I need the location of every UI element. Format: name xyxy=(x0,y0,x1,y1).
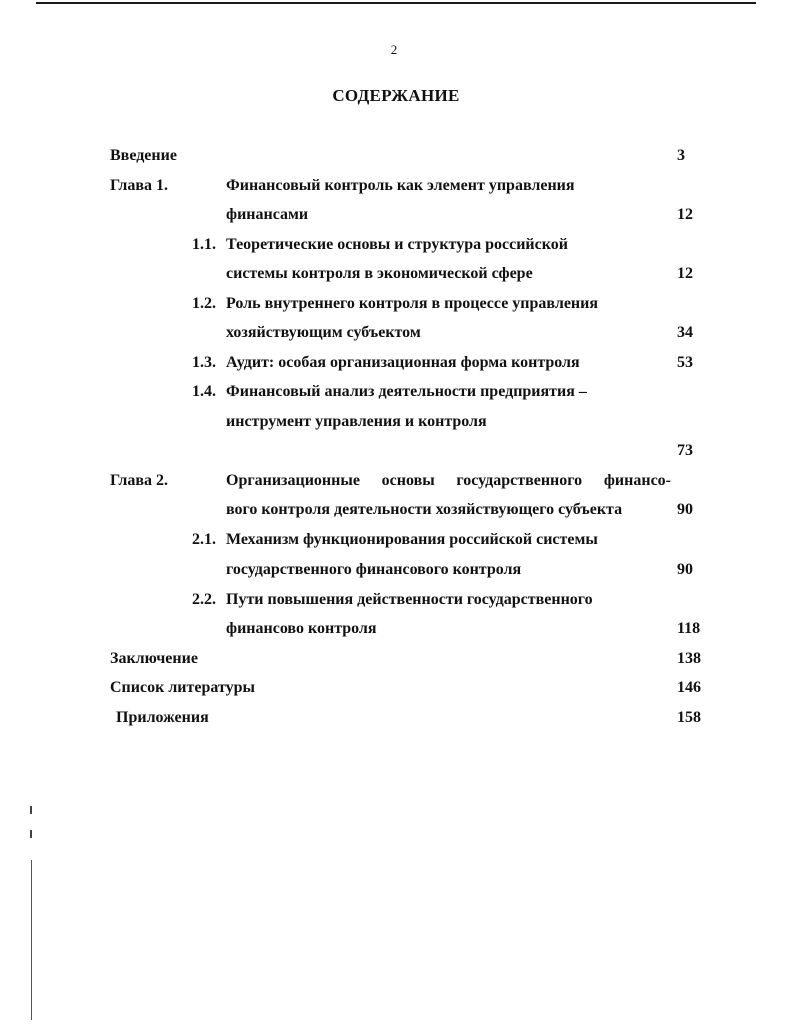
toc-entry-1-2 xyxy=(0,292,792,316)
top-scan-border xyxy=(36,2,756,4)
toc-entry-1-1-cont xyxy=(0,262,792,286)
toc-entry-1-3 xyxy=(0,351,792,375)
toc-label: Глава 2. xyxy=(110,472,168,489)
page-number: 2 xyxy=(390,42,398,57)
toc-page: 90 xyxy=(677,561,693,578)
toc-page: 3 xyxy=(677,147,685,164)
toc-title: Пути повышения действенности государственного xyxy=(226,591,593,608)
toc-number: 1.3. xyxy=(192,354,216,371)
toc-title: вого контроля деятельности хозяйствующего субъекта xyxy=(226,501,623,518)
toc-entry-appendices xyxy=(0,706,792,730)
toc-number: 1.4. xyxy=(192,383,216,400)
toc-entry-1-1 xyxy=(0,233,792,257)
toc-title: Теоретические основы и структура российской xyxy=(226,236,568,253)
toc-label: Приложения xyxy=(116,709,209,726)
toc-title: Финансовый анализ деятельности предприятия – xyxy=(226,383,587,400)
toc-entry-2-2 xyxy=(0,588,792,612)
toc-entry-1-4-page xyxy=(0,439,792,463)
toc-title: Механизм функционирования российской системы xyxy=(226,531,598,548)
toc-entry-chapter-2 xyxy=(0,469,792,493)
toc-page: 146 xyxy=(677,679,701,696)
toc-number: 2.2. xyxy=(192,591,216,608)
toc-entry-2-1-cont xyxy=(0,558,792,582)
toc-entry-intro xyxy=(0,144,792,168)
toc-title: финансово контроля xyxy=(226,620,377,637)
toc-entry-2-1 xyxy=(0,528,792,552)
toc-number: 2.1. xyxy=(192,531,216,548)
page-title: СОДЕРЖАНИЕ xyxy=(332,86,460,105)
toc-title: Финансовый контроль как элемент управления xyxy=(226,177,575,194)
toc-title: государственного финансового контроля xyxy=(226,561,522,578)
toc-number: 1.1. xyxy=(192,236,216,253)
toc-label: Глава 1. xyxy=(110,177,168,194)
toc-page: 34 xyxy=(677,324,693,341)
toc-label: Список литературы xyxy=(110,679,255,696)
toc-title: Аудит: особая организационная форма контроля xyxy=(226,354,580,371)
toc-entry-references xyxy=(0,676,792,700)
toc-title: Роль внутреннего контроля в процессе управления xyxy=(226,295,599,312)
toc-page: 158 xyxy=(677,709,701,726)
toc-page: 73 xyxy=(677,442,693,459)
toc-number: 1.2. xyxy=(192,295,216,312)
toc-title: хозяйствующим субъектом xyxy=(226,324,421,341)
toc-title: финансами xyxy=(226,206,309,223)
toc-label: Заключение xyxy=(110,650,198,667)
left-scan-mark xyxy=(30,830,32,838)
toc-entry-1-2-cont xyxy=(0,321,792,345)
toc-entry-chapter-2-cont xyxy=(0,498,792,522)
toc-title: системы контроля в экономической сфере xyxy=(226,265,533,282)
toc-entry-chapter-1 xyxy=(0,174,792,198)
toc-page: 53 xyxy=(677,354,693,371)
left-scan-border xyxy=(31,860,32,1020)
left-scan-mark xyxy=(30,806,32,814)
toc-page: 138 xyxy=(677,650,701,667)
toc-page: 12 xyxy=(677,265,693,282)
toc-entry-2-2-cont xyxy=(0,617,792,641)
toc-title: инструмент управления и контроля xyxy=(226,413,487,430)
toc-label: Введение xyxy=(110,147,177,164)
toc-entry-1-4-cont xyxy=(0,410,792,434)
toc-entry-chapter-1-cont xyxy=(0,203,792,227)
toc-title: Организационные основы государственного финансо- xyxy=(226,472,671,489)
toc-page: 90 xyxy=(677,501,693,518)
toc-entry-1-4 xyxy=(0,380,792,404)
toc-page: 118 xyxy=(677,620,701,637)
toc-page: 12 xyxy=(677,206,693,223)
toc-entry-conclusion xyxy=(0,647,792,671)
